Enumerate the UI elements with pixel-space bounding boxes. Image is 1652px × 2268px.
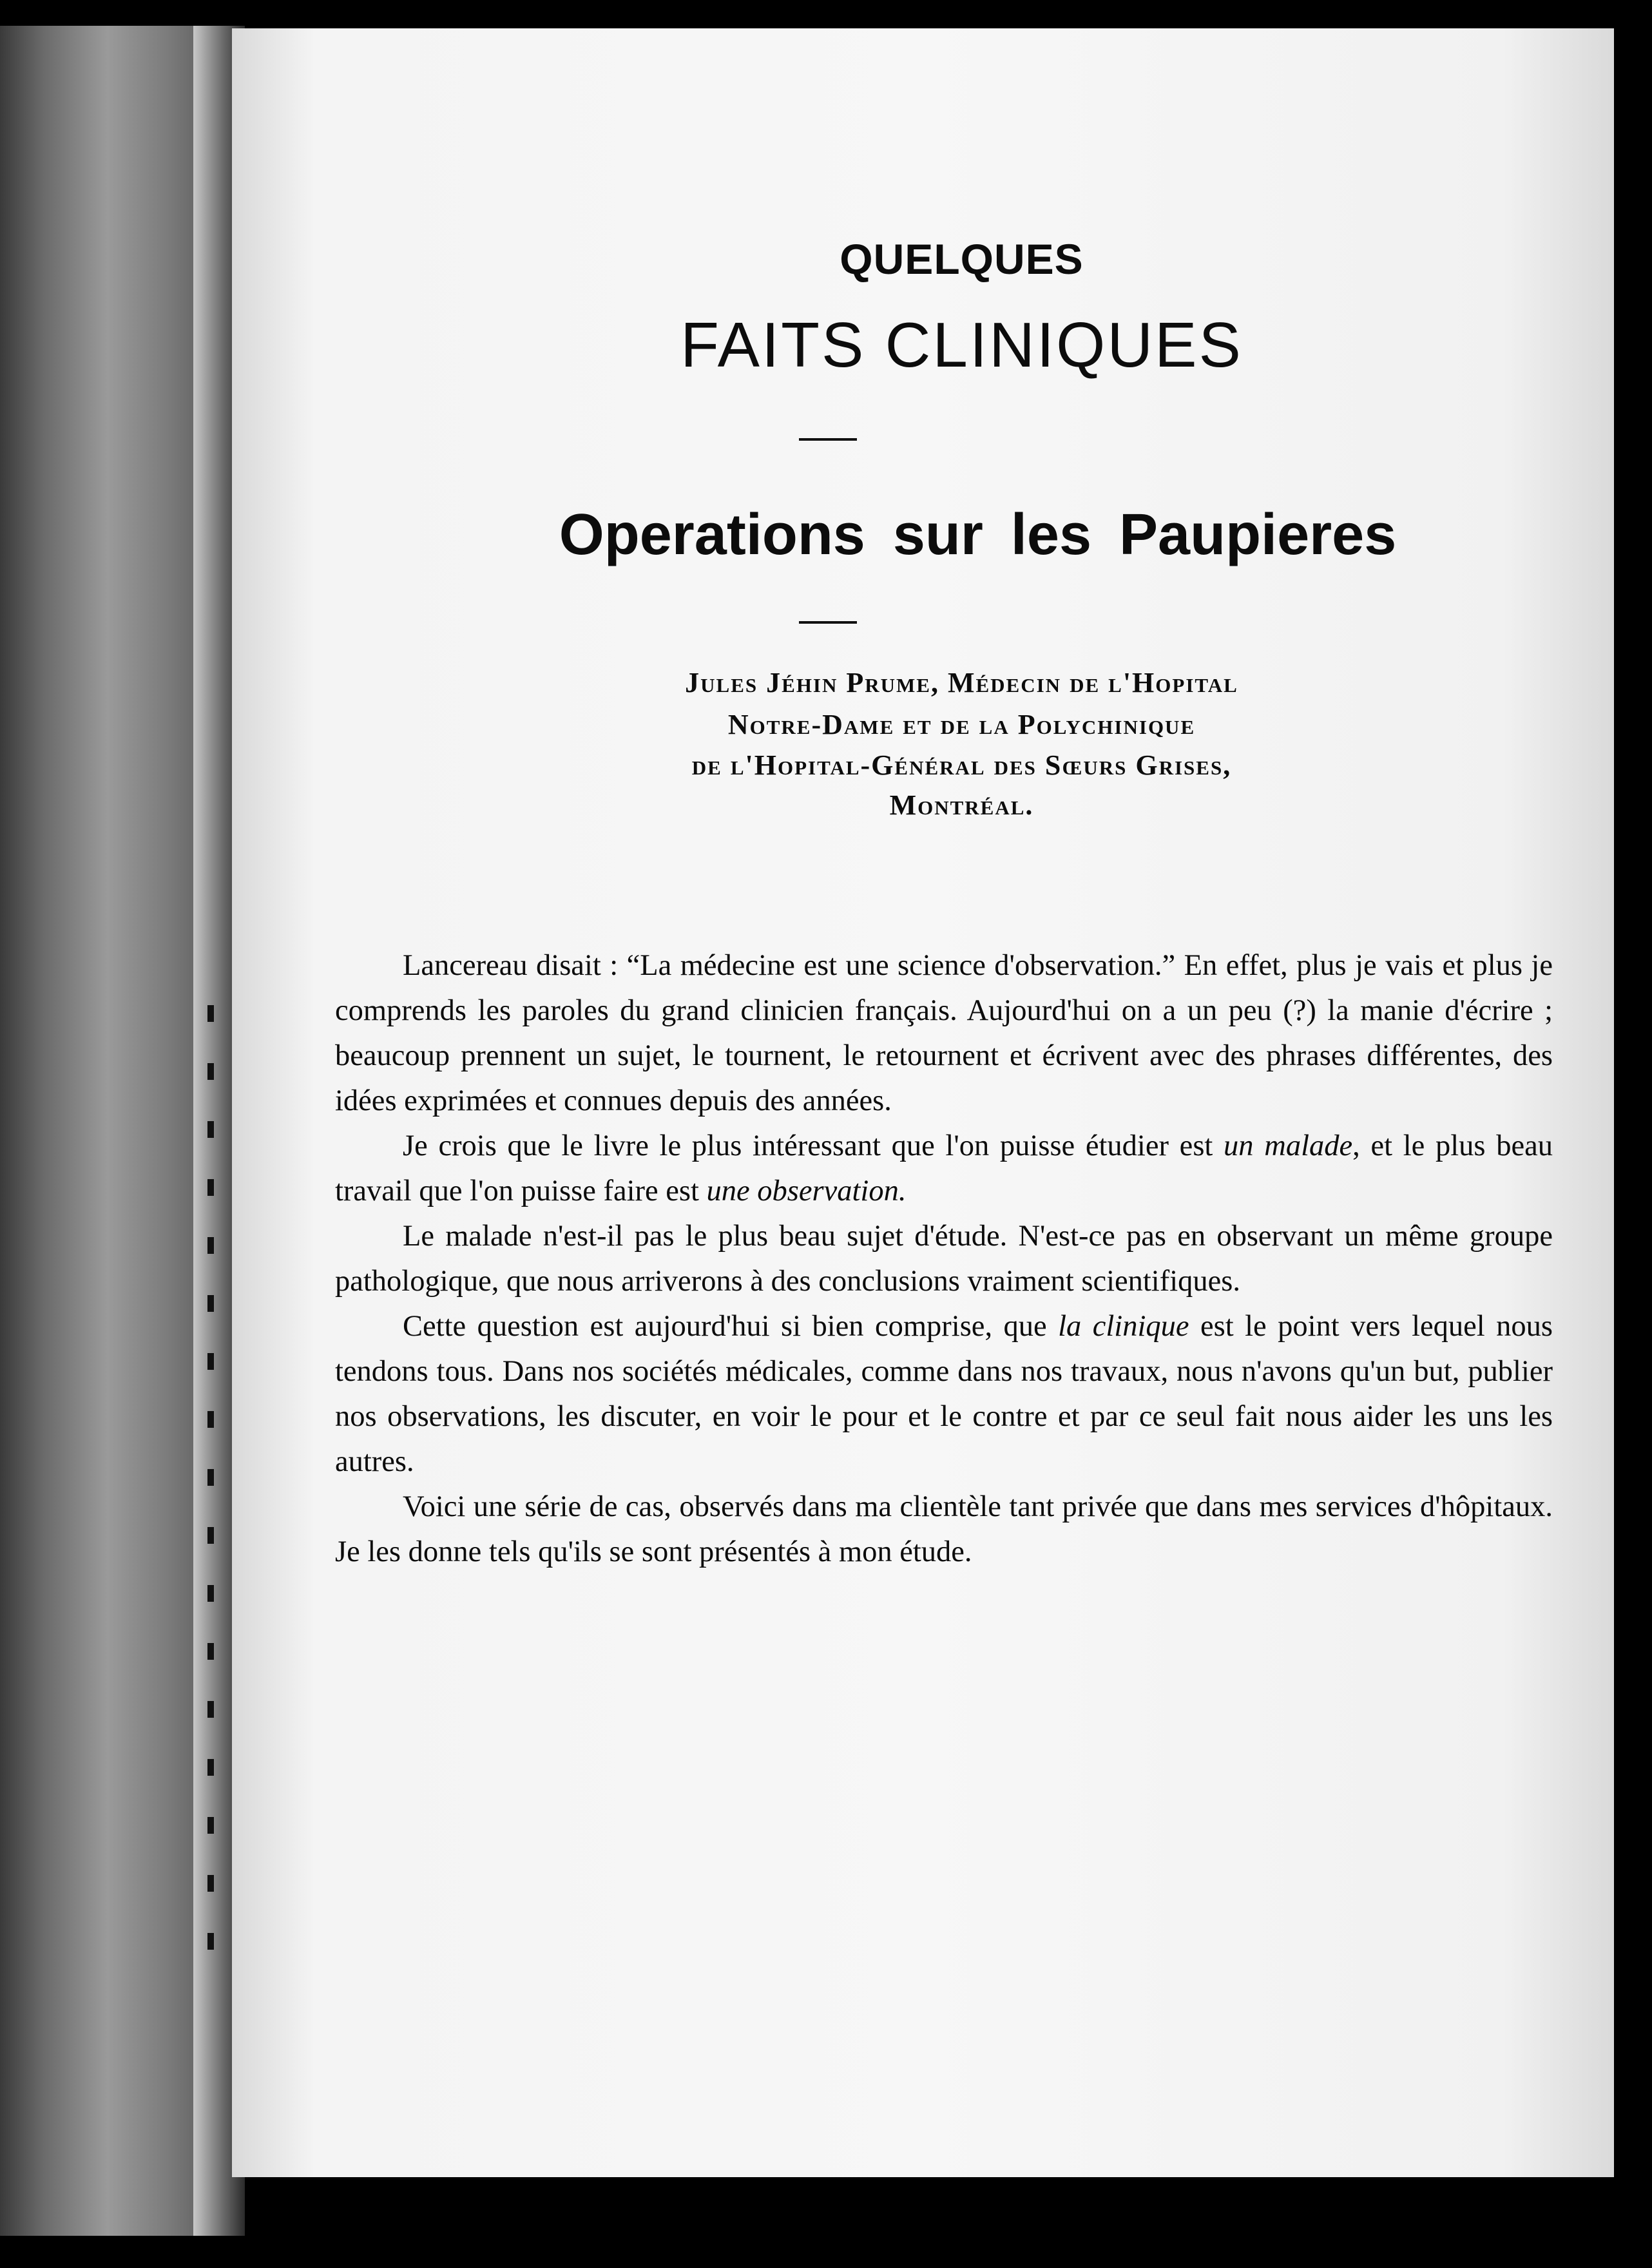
author-line: Jules Jéhin Prume, Médecin de l'Hopital bbox=[685, 667, 1238, 698]
heading-quelques: QUELQUES bbox=[840, 235, 1084, 283]
article-body bbox=[335, 943, 1553, 1575]
paragraph-text: Cette question est aujourd'hui si bien comprise, que bbox=[403, 1310, 1059, 1343]
paragraph bbox=[335, 1124, 1553, 1214]
paragraph-text: est le point vers lequel nous tendons tous. Dans nos sociétés médicales, comme dans nos travaux, nous n'avons qu'un but, publier nos observations, les discuter, en voir le pour et le contre et par ce seul fait nous aider les uns les autres. bbox=[335, 1310, 1553, 1478]
divider-rule bbox=[799, 621, 857, 624]
emphasis-text: la clinique bbox=[1058, 1310, 1189, 1343]
author-line: Montréal. bbox=[889, 789, 1034, 821]
page bbox=[232, 28, 1614, 2177]
binding-stitches bbox=[207, 1005, 214, 1972]
heading-faits-cliniques: FAITS CLINIQUES bbox=[680, 309, 1243, 380]
article-title: Operations sur les Paupieres bbox=[559, 503, 1397, 567]
paragraph: Voici une série de cas, observés dans ma clientèle tant privée que dans mes services d'hôpitaux. Je les donne tels qu'ils se sont présentés à mon étude. bbox=[335, 1490, 1553, 1568]
divider-rule bbox=[799, 438, 857, 441]
paragraph: Lancereau disait : “La médecine est une science d'observation.” En effet, plus je vais et plus je comprends les paroles du grand clinicien français. Aujourd'hui on a un peu (?) la manie d'écrire ; beaucoup prennent un sujet, le tournent, le retournent et écrivent avec des phrases différentes, des idées exprimées et connues depuis des années. bbox=[335, 949, 1553, 1117]
emphasis-text: une observation. bbox=[706, 1175, 907, 1207]
paragraph: Le malade n'est-il pas le plus beau sujet d'étude. N'est-ce pas en observant un même groupe pathologique, que nous arriverons à des conclusions vraiment scientifiques. bbox=[335, 1220, 1553, 1298]
paragraph-text: Je crois que le livre le plus intéressant que l'on puisse étudier est bbox=[403, 1129, 1224, 1162]
author-line: de l'Hopital-Général des Sœurs Grises, bbox=[691, 749, 1232, 781]
paragraph bbox=[335, 1304, 1553, 1485]
emphasis-text: un malade bbox=[1224, 1129, 1353, 1162]
author-line: Notre-Dame et de la Polychinique bbox=[727, 709, 1196, 740]
paragraph-text: , et le plus beau travail que l'on puisse faire est bbox=[335, 1129, 1553, 1207]
